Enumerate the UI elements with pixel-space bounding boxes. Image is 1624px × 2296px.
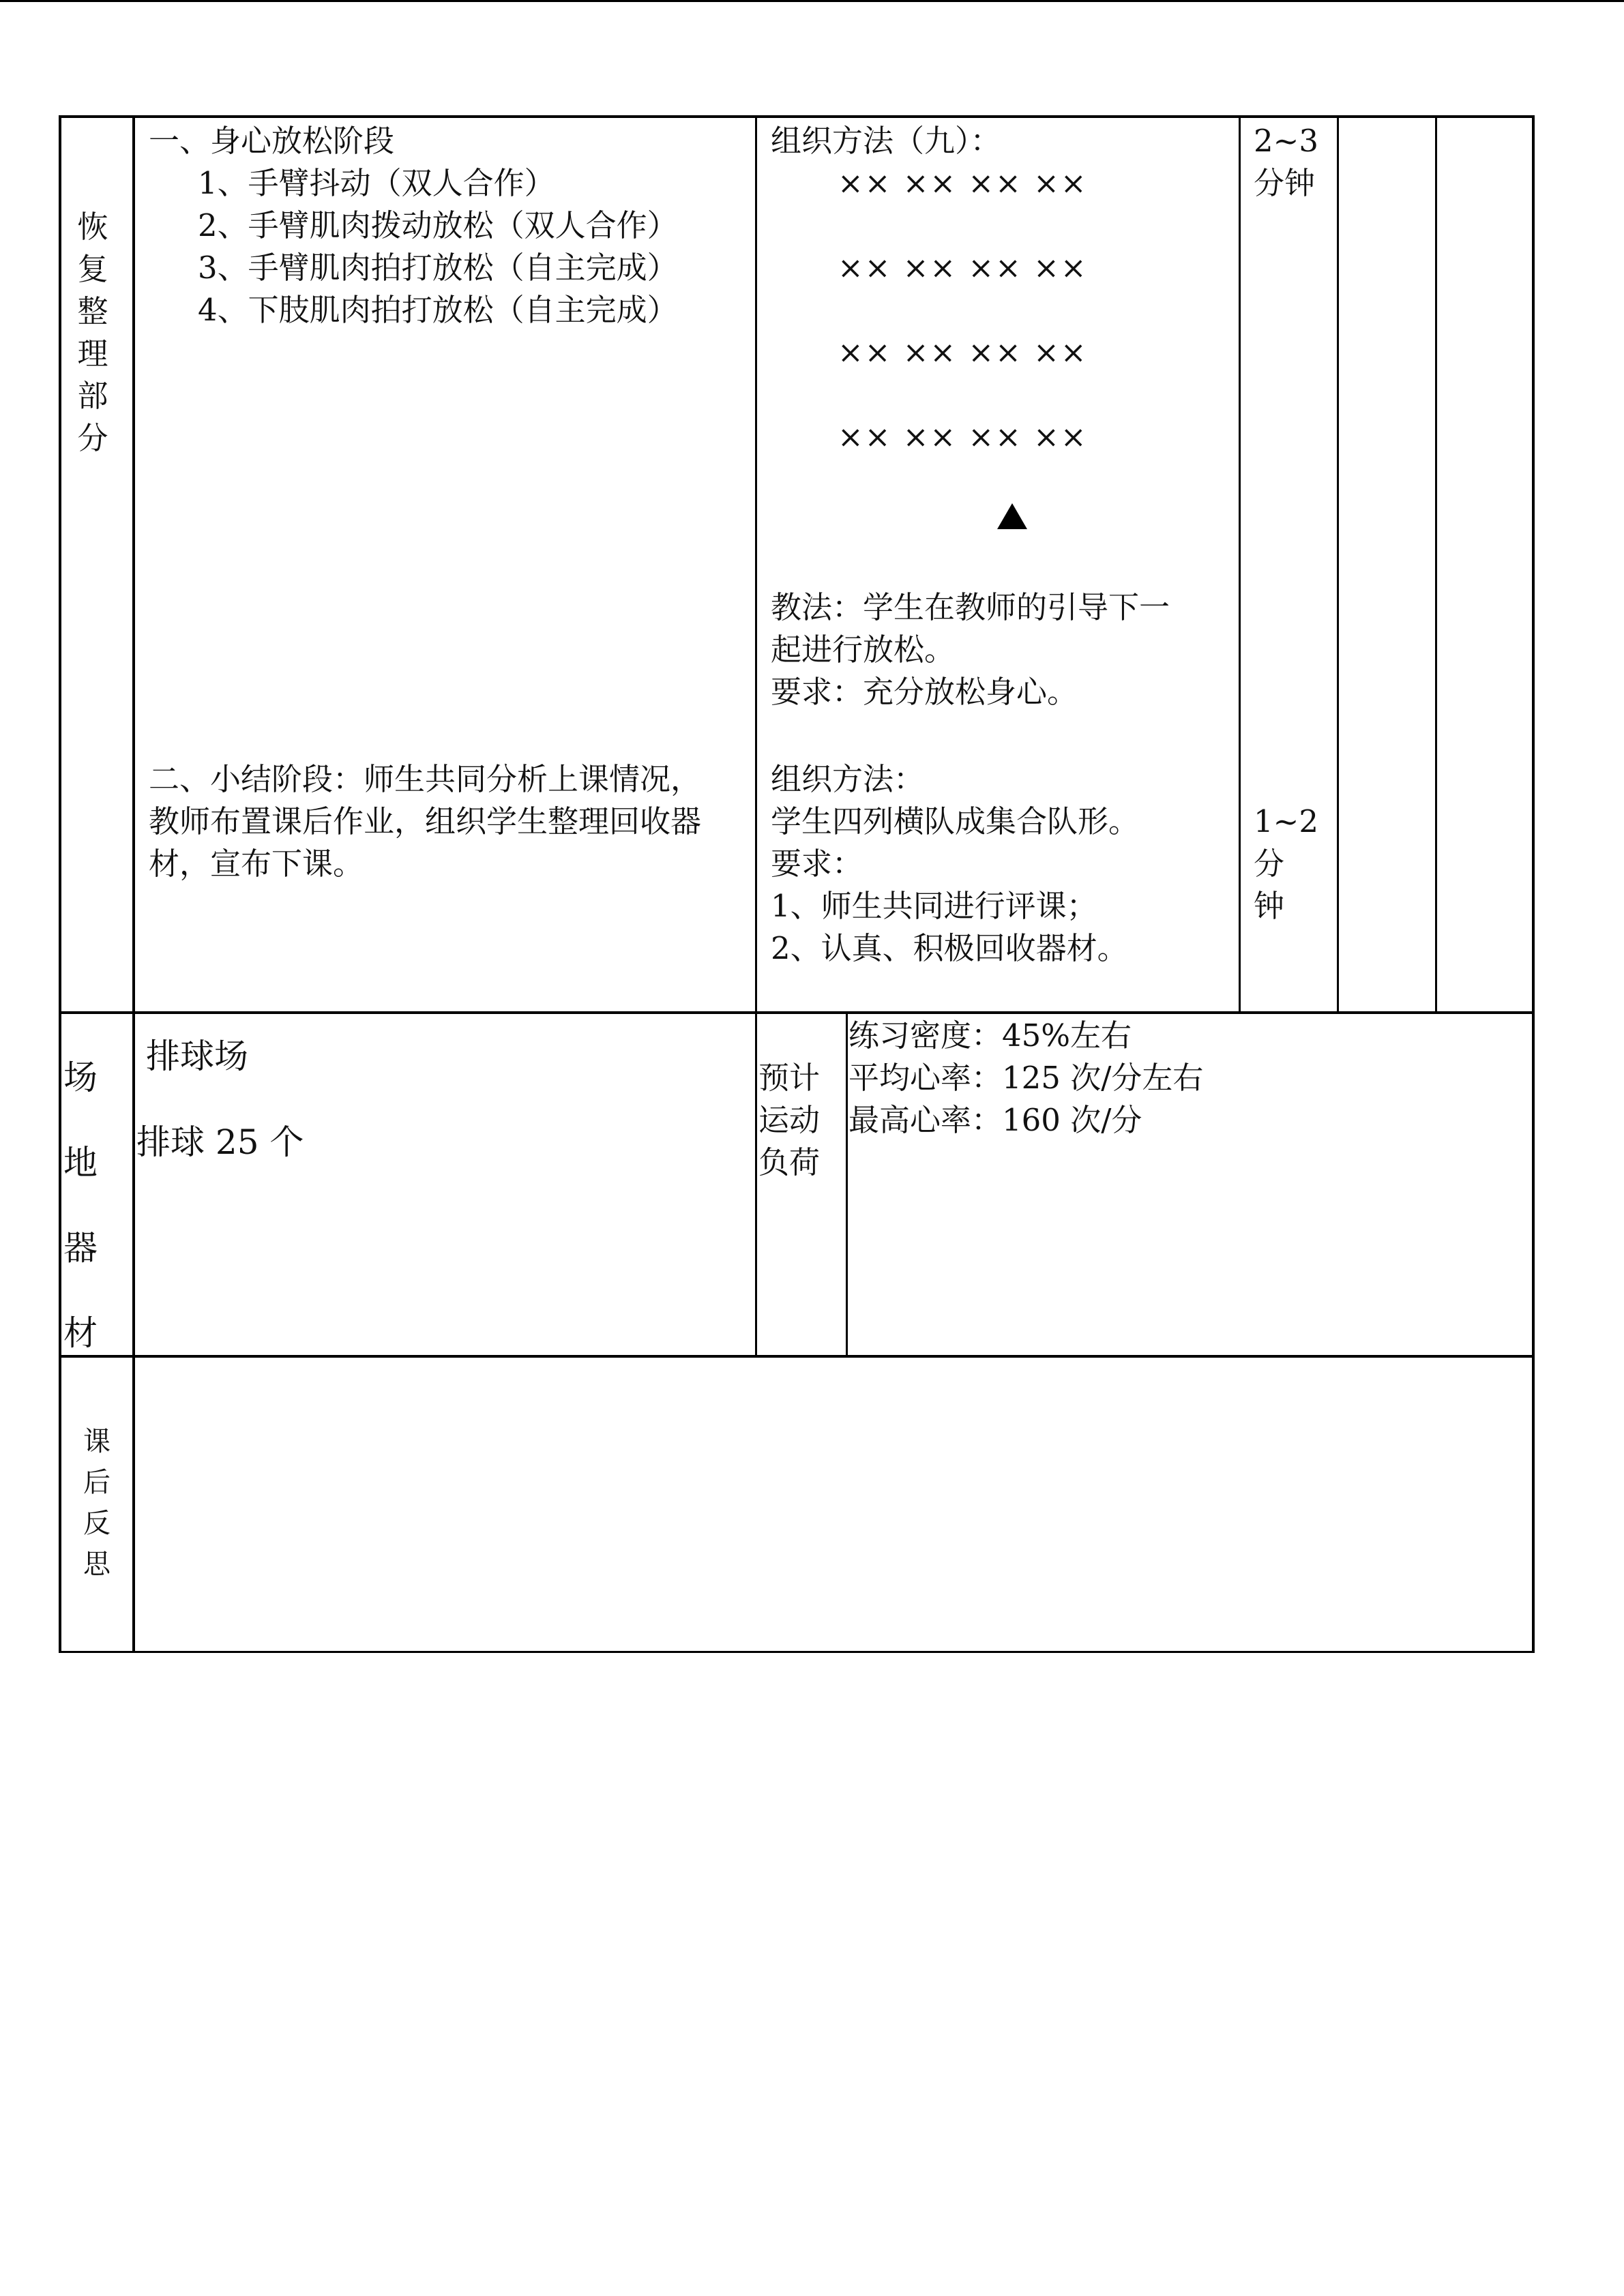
max-heart-rate: 最高心率：160 次/分 xyxy=(848,1102,1142,1138)
section-label-venue: 场 地 器 材 xyxy=(63,1058,98,1353)
summary-line-1: 二、小结阶段：师生共同分析上课情况， xyxy=(149,761,702,797)
reflection-content-area[interactable] xyxy=(135,1358,1532,1651)
row-divider-1 xyxy=(59,1011,1534,1014)
org-method-title: 组织方法（九）： xyxy=(771,123,1001,159)
load-label-line-3: 负荷 xyxy=(758,1144,821,1180)
org2-line-3: 要求： xyxy=(771,846,863,882)
col-divider-load xyxy=(846,1013,848,1356)
org2-line-5: 2、认真、积极回收器材。 xyxy=(771,930,1128,966)
teaching-method-line-1: 教法：学生在教师的引导下一 xyxy=(771,589,1170,625)
triangle-icon xyxy=(997,503,1027,529)
summary-line-3: 材，宣布下课。 xyxy=(149,846,364,882)
formation-row-4: ×× ×× ×× ×× xyxy=(838,419,1088,455)
org2-line-4: 1、师生共同进行评课； xyxy=(771,888,1097,924)
summary-line-2: 教师布置课后作业，组织学生整理回收器 xyxy=(149,803,702,839)
time-2-line-2: 分 xyxy=(1254,846,1285,882)
section-label-reflection: 课 后 反 思 xyxy=(83,1426,110,1580)
relax-item-4: 4、下肢肌肉拍打放松（自主完成） xyxy=(198,292,678,328)
table-border-top xyxy=(59,115,1534,118)
col-divider-extra-2 xyxy=(1435,115,1437,1013)
formation-row-3: ×× ×× ×× ×× xyxy=(838,334,1088,370)
teaching-method-line-2: 起进行放松。 xyxy=(771,631,956,668)
formation-row-1: ×× ×× ×× ×× xyxy=(838,165,1088,201)
formation-row-2: ×× ×× ×× ×× xyxy=(838,250,1088,286)
section-label-recovery: 恢 复 整 理 部 分 xyxy=(77,209,108,456)
org2-line-1: 组织方法： xyxy=(771,761,925,797)
average-heart-rate: 平均心率：125 次/分左右 xyxy=(848,1060,1204,1096)
col-divider-extra-1 xyxy=(1337,115,1339,1013)
table-border-left xyxy=(59,115,61,1653)
time-2-line-1: 1~2 xyxy=(1254,803,1318,839)
practice-density: 练习密度：45%左右 xyxy=(848,1017,1132,1054)
venue-text: 排球场 xyxy=(146,1037,248,1076)
relax-item-1: 1、手臂抖动（双人合作） xyxy=(198,165,555,201)
col-divider-content xyxy=(755,115,757,1356)
time-1-line-2: 分钟 xyxy=(1254,165,1316,201)
relax-item-2: 2、手臂肌肉拨动放松（双人合作） xyxy=(198,207,678,243)
load-label-line-2: 运动 xyxy=(758,1102,821,1138)
page-top-border xyxy=(0,0,1624,2)
table-border-right xyxy=(1532,115,1535,1653)
time-1-line-1: 2~3 xyxy=(1254,123,1318,159)
table-border-bottom xyxy=(59,1651,1534,1653)
col-divider-time xyxy=(1239,115,1241,1013)
org2-line-2: 学生四列横队成集合队形。 xyxy=(771,803,1140,839)
load-label-line-1: 预计 xyxy=(758,1060,821,1096)
relax-stage-title: 一、身心放松阶段 xyxy=(149,123,395,159)
time-2-line-3: 钟 xyxy=(1254,888,1285,924)
relax-item-3: 3、手臂肌肉拍打放松（自主完成） xyxy=(198,250,678,286)
equipment-text: 排球 25 个 xyxy=(136,1122,304,1162)
requirement-line: 要求：充分放松身心。 xyxy=(771,674,1078,710)
